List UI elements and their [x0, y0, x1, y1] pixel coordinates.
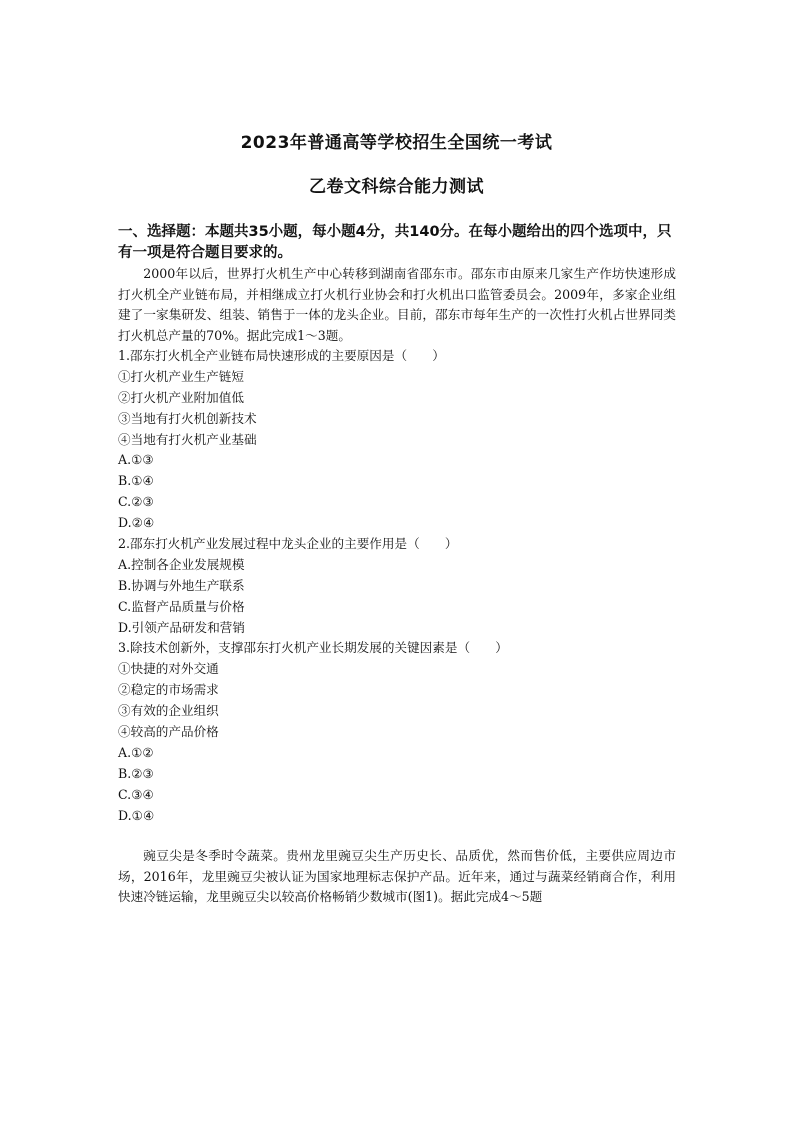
question-3-option: A.①②: [118, 744, 154, 760]
exam-title: 2023年普通高等学校招生全国统一考试: [240, 133, 553, 153]
section-heading: 一、选择题：本题共35小题，每小题4分，共140分。在每小题给出的四个选项中，只有一项是符合题目要求的。: [118, 224, 672, 261]
question-1-option: B.①④: [118, 473, 154, 489]
question-block: [118, 346, 678, 826]
question-2-option: C.监督产品质量与价格: [118, 598, 245, 614]
question-3-statement: ①快捷的对外交通: [118, 661, 219, 677]
question-3-option: C.③④: [118, 786, 154, 802]
question-1-option: D.②④: [118, 515, 155, 531]
question-1-option: A.①③: [118, 452, 154, 468]
question-1-statement: ①打火机产业生产链短: [118, 368, 244, 384]
question-1-statement: ④当地有打火机产业基础: [118, 431, 257, 447]
question-2-option: D.引领产品研发和营销: [118, 619, 245, 635]
question-2-option: A.控制各企业发展规模: [118, 556, 245, 572]
passage-pea-shoots: 豌豆尖是冬季时令蔬菜。贵州龙里豌豆尖生产历史长、品质优，然而售价低，主要供应周边市场，2016年，龙里豌豆尖被认证为国家地理标志保护产品。近年来，通过与蔬菜经销商合作，利用快速冷链运输，龙里豌豆尖以较高价格畅销少数城市(图1)。据此完成4～5题: [118, 848, 676, 905]
question-3-statement: ③有效的企业组织: [118, 703, 219, 719]
question-1-statement: ②打火机产业附加值低: [118, 389, 244, 405]
question-3-stem: 3.除技术创新外，支撑邵东打火机产业长期发展的关键因素是（ ）: [118, 640, 508, 656]
passage-lighter-industry: 2000年以后，世界打火机生产中心转移到湖南省邵东市。邵东市由原来几家生产作坊快速形成打火机全产业链布局，并相继成立打火机行业协会和打火机出口监管委员会。2009年，多家企业组建了一家集研发、组装、销售于一体的龙头企业。目前，邵东市每年生产的一次性打火机占世界同类打火机总产量的70%。据此完成1～3题。: [118, 266, 676, 343]
question-3-option: D.①④: [118, 807, 155, 823]
question-1-option: C.②③: [118, 494, 154, 510]
question-1-stem: 1.邵东打火机全产业链布局快速形成的主要原因是（ ）: [118, 348, 445, 363]
question-3-statement: ②稳定的市场需求: [118, 682, 219, 698]
question-3-option: B.②③: [118, 765, 154, 781]
question-2-option: B.协调与外地生产联系: [118, 577, 245, 593]
question-1-statement: ③当地有打火机创新技术: [118, 410, 257, 426]
question-3-statement: ④较高的产品价格: [118, 724, 219, 740]
exam-subtitle: 乙卷文科综合能力测试: [309, 177, 484, 197]
question-2-stem: 2.邵东打火机产业发展过程中龙头企业的主要作用是（ ）: [118, 536, 458, 552]
